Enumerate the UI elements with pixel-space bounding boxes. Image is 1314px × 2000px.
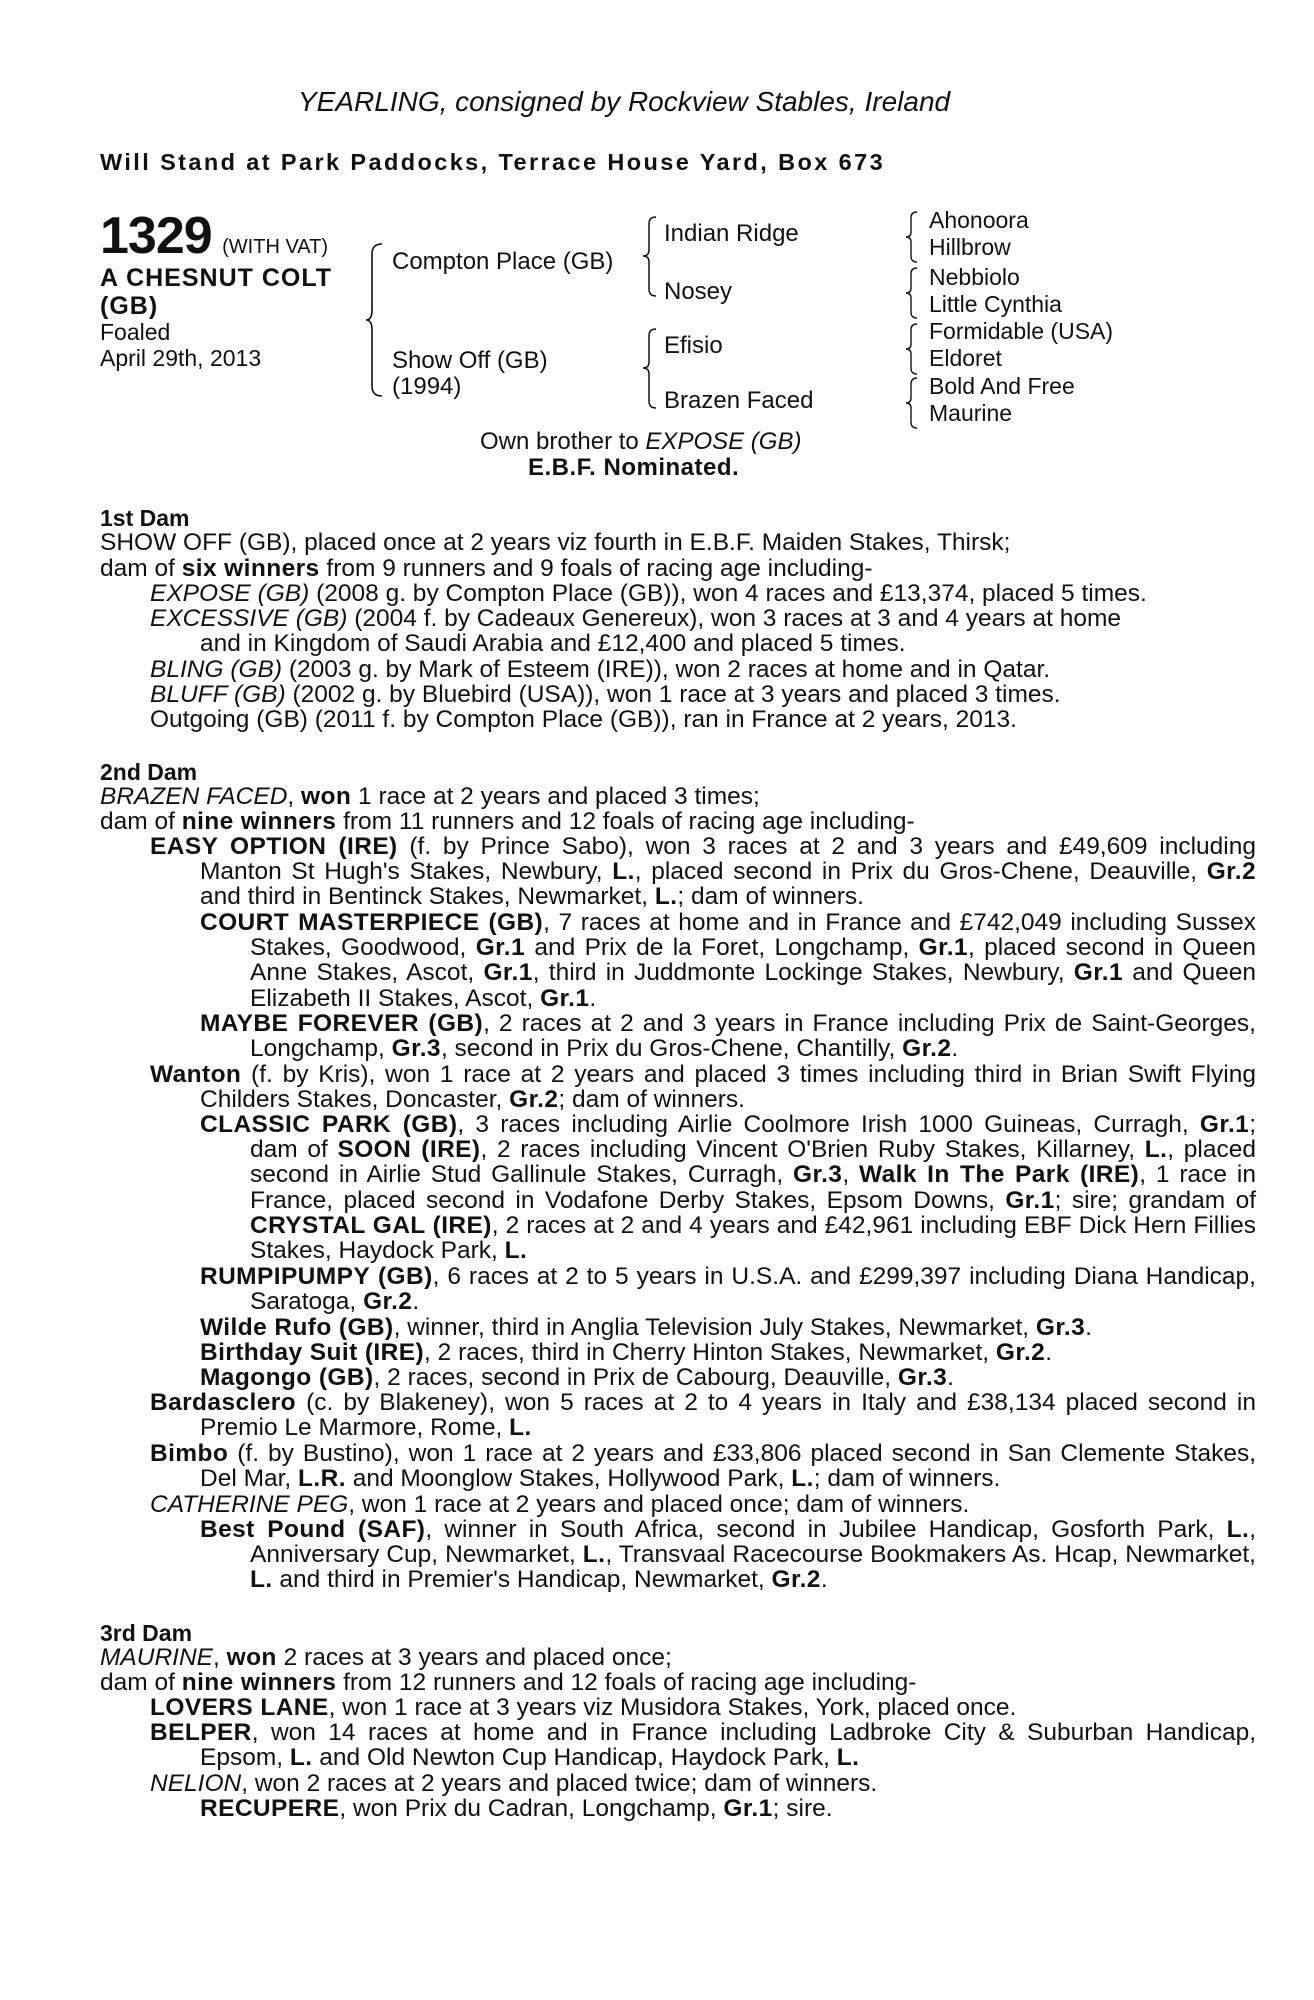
- sire-dam-name: Nosey: [664, 278, 733, 305]
- progeny-text: (2003 g. by Mark of Esteem (IRE)), won 2 races at home and in Qatar.: [282, 656, 1051, 683]
- lot-description-2: (GB): [100, 292, 159, 320]
- text: ; dam of winners.: [677, 883, 864, 911]
- pedigree-brace-g3-2: [903, 266, 921, 320]
- grade: L.: [504, 1237, 528, 1265]
- text: , 2 races at 2 and 3 years in France including Prix de Saint-Georges, Longchamp,: [250, 1010, 1256, 1063]
- entry-maybe-forever: [200, 1011, 1256, 1061]
- grade: Gr.1: [918, 934, 968, 962]
- entry-birthday-suit: [200, 1340, 1052, 1365]
- text: (f. by Bustino), won 1 race at 2 years and £33,806 placed second in San Clemente Stakes, Del Mar,: [200, 1440, 1256, 1493]
- grade: Gr.2: [902, 1035, 952, 1063]
- grade: L.: [582, 1541, 606, 1569]
- progeny-text: (2004 f. by Cadeaux Genereux), won 3 races at 3 and 4 years at home: [347, 605, 1121, 632]
- stand-location: Will Stand at Park Paddocks, Terrace House Yard, Box 673: [100, 149, 886, 175]
- foaled-date: April 29th, 2013: [100, 345, 262, 371]
- second-dam-line-1: [100, 784, 760, 809]
- text: (c. by Blakeney), won 5 races at 2 to 4 years in Italy and £38,134 placed second in Premio Le Marmore, Rome,: [200, 1389, 1256, 1442]
- text: , 3 races including Airlie Coolmore Irish 1000 Guineas, Curragh,: [457, 1111, 1200, 1138]
- text: , 2 races including Vincent O'Brien Ruby Stakes, Killarney,: [480, 1136, 1145, 1164]
- dam-sire-name: Efisio: [664, 332, 723, 359]
- text: , winner in South Africa, second in Jubilee Handicap, Gosforth Park,: [425, 1516, 1227, 1543]
- text: .: [947, 1364, 954, 1391]
- text: ; dam of: [250, 1111, 1256, 1164]
- text: ; dam of winners.: [558, 1086, 745, 1114]
- pedigree-brace-g3-1: [903, 210, 921, 264]
- horse-name: Magongo (GB): [200, 1364, 374, 1391]
- horse-name: Walk In The Park (IRE): [859, 1161, 1140, 1189]
- own-brother-name: EXPOSE (GB): [645, 428, 802, 455]
- pedigree-brace-sire: [640, 214, 662, 300]
- g3-ancestor: Hillbrow: [929, 234, 1011, 260]
- dam-name: MAURINE: [100, 1644, 213, 1671]
- dam-name: Show Off (GB): [392, 347, 548, 374]
- horse-name: CLASSIC PARK (GB): [200, 1111, 458, 1138]
- progeny-excessive-cont: and in Kingdom of Saudi Arabia and £12,400 and placed 5 times.: [200, 630, 906, 657]
- second-dam-heading: 2nd Dam: [100, 759, 198, 785]
- vat-note: (WITH VAT): [222, 236, 329, 258]
- horse-name: MAYBE FOREVER (GB): [200, 1010, 484, 1037]
- g3-ancestor: Bold And Free: [929, 373, 1075, 399]
- third-dam-line-1: [100, 1645, 672, 1670]
- entry-belper: [150, 1720, 1256, 1770]
- horse-name: COURT MASTERPIECE (GB): [200, 909, 544, 936]
- text: , won Prix du Cadran, Longchamp,: [339, 1795, 724, 1822]
- horse-name: BELPER: [150, 1719, 252, 1746]
- first-dam-line-2: [100, 556, 873, 581]
- grade: Gr.3: [391, 1035, 441, 1063]
- grade: Gr.1: [540, 984, 590, 1012]
- progeny-text: (2002 g. by Bluebird (USA)), won 1 race at 3 years and placed 3 times.: [285, 681, 1061, 708]
- text: dam of: [100, 555, 182, 582]
- progeny-name: EXCESSIVE (GB): [150, 605, 348, 632]
- entry-catherine-peg: [150, 1492, 969, 1517]
- dam-dam-name: Brazen Faced: [664, 387, 814, 414]
- text: , second in Prix du Gros-Chene, Chantilly,: [440, 1035, 903, 1063]
- progeny-excessive: [150, 606, 1121, 631]
- grade: Gr.1: [475, 934, 525, 962]
- g3-ancestor: Little Cynthia: [929, 291, 1062, 317]
- text: from 11 runners and 12 foals of racing age including-: [336, 808, 915, 835]
- entry-lovers-lane: [150, 1695, 1016, 1720]
- text: , third in Juddmonte Lockinge Stakes, Newbury,: [532, 959, 1074, 987]
- entry-wilde-rufo: [200, 1315, 1092, 1340]
- text: , 6 races at 2 to 5 years in U.S.A. and £299,397 including Diana Handicap, Saratoga,: [250, 1263, 1256, 1316]
- foaled-label: Foaled: [100, 319, 171, 345]
- grade: Gr.2: [771, 1566, 821, 1594]
- g3-ancestor: Nebbiolo: [929, 264, 1020, 290]
- text: .: [820, 1566, 828, 1594]
- text: (f. by Kris), won 1 race at 2 years and placed 3 times including third in Brian Swift Flying Childers Stakes, Doncaster,: [200, 1061, 1256, 1114]
- text: ,: [842, 1161, 860, 1189]
- progeny-name: BLUFF (GB): [150, 681, 286, 708]
- grade: Gr.1: [723, 1795, 773, 1822]
- own-brother-prefix: Own brother to: [480, 428, 646, 455]
- third-dam-heading: 3rd Dam: [100, 1620, 193, 1646]
- progeny-expose: [150, 581, 1147, 606]
- horse-name: LOVERS LANE: [150, 1694, 329, 1721]
- grade: Gr.1: [1005, 1186, 1055, 1214]
- winners-count: nine winners: [181, 808, 337, 835]
- g3-ancestor: Maurine: [929, 400, 1013, 426]
- text: , Transvaal Racecourse Bookmakers As. Hcap, Newmarket,: [605, 1541, 1256, 1569]
- text: , 2 races at 2 and 4 years and £42,961 including EBF Dick Hern Fillies Stakes, Haydock Park,: [250, 1211, 1256, 1265]
- pedigree-brace-g3-3: [903, 322, 921, 376]
- text: from 12 runners and 12 foals of racing age including-: [336, 1669, 917, 1696]
- pedigree-brace-main: [364, 240, 394, 400]
- grade: Gr.3: [793, 1161, 843, 1189]
- text: .: [951, 1035, 959, 1063]
- horse-name: CATHERINE PEG: [150, 1491, 349, 1518]
- text: , winner, third in Anglia Television July Stakes, Newmarket,: [393, 1314, 1036, 1341]
- text: from 9 runners and 9 foals of racing age including-: [319, 555, 873, 582]
- text: (f. by Prince Sabo), won 3 races at 2 and 3 years and £49,609 including Manton St Hugh's Stakes, Newbury,: [200, 833, 1256, 886]
- progeny-name: EXPOSE (GB): [150, 580, 310, 607]
- horse-name: Bardasclero: [150, 1389, 297, 1416]
- entry-bardasclero: [150, 1390, 1256, 1440]
- text: , won 1 race at 3 years viz Musidora Stakes, York, placed once.: [328, 1694, 1017, 1721]
- grade: Gr.3: [897, 1364, 948, 1391]
- grade: L.: [250, 1566, 273, 1594]
- lot-block: [100, 206, 328, 266]
- text: , Anniversary Cup, Newmarket,: [250, 1516, 1256, 1569]
- entry-recupere: [200, 1796, 833, 1821]
- text: .: [1085, 1314, 1092, 1341]
- horse-name: RECUPERE: [200, 1795, 340, 1822]
- progeny-text: (2008 g. by Compton Place (GB)), won 4 races and £13,374, placed 5 times.: [309, 580, 1147, 607]
- ebf-nominated: E.B.F. Nominated.: [528, 454, 740, 481]
- g3-ancestor: Ahonoora: [929, 207, 1029, 233]
- horse-name: Wilde Rufo (GB): [200, 1314, 394, 1341]
- horse-name: SOON (IRE): [337, 1136, 481, 1164]
- lot-description-1: A CHESNUT COLT: [100, 264, 333, 292]
- winners-count: six winners: [181, 555, 320, 582]
- text: , placed second in Airlie Stud Gallinule Stakes, Curragh,: [250, 1136, 1256, 1189]
- horse-name: NELION: [150, 1770, 242, 1797]
- sire-name: Compton Place (GB): [392, 248, 614, 275]
- grade: L.: [836, 1744, 860, 1772]
- text: , 2 races, second in Prix de Cabourg, Deauville,: [373, 1364, 898, 1391]
- horse-name: EASY OPTION (IRE): [150, 833, 398, 860]
- grade: Gr.1: [483, 959, 533, 987]
- grade: L.: [791, 1465, 814, 1493]
- text: .: [589, 984, 597, 1012]
- text: .: [412, 1288, 420, 1316]
- g3-ancestor: Eldoret: [929, 345, 1002, 371]
- text: dam of: [100, 1669, 182, 1696]
- text: , won 1 race at 2 years and placed once; dam of winners.: [348, 1491, 970, 1518]
- entry-best-pound: [200, 1517, 1256, 1593]
- grade: Gr.3: [1035, 1314, 1086, 1341]
- entry-easy-option: [150, 834, 1256, 910]
- grade: L.R.: [298, 1465, 346, 1493]
- text: ,: [212, 1644, 227, 1671]
- winners-count: nine winners: [181, 1669, 337, 1696]
- horse-name: Best Pound (SAF): [200, 1516, 426, 1543]
- pedigree-brace-dam: [640, 326, 662, 412]
- grade: Gr.2: [995, 1339, 1046, 1366]
- grade: Gr.2: [509, 1086, 559, 1114]
- lot-number: 1329: [100, 207, 212, 265]
- entry-rumpipumpy: [200, 1264, 1256, 1314]
- grade: L.: [654, 883, 678, 911]
- text: , won 2 races at 2 years and placed twice; dam of winners.: [241, 1770, 878, 1797]
- text: , 2 races, third in Cherry Hinton Stakes, Newmarket,: [424, 1339, 996, 1366]
- consignor-line: YEARLING, consigned by Rockview Stables, Ireland: [298, 86, 951, 117]
- text: and third in Premier's Handicap, Newmarket,: [272, 1566, 772, 1594]
- grade: L.: [1144, 1136, 1168, 1164]
- text: , won 14 races at home and in France including Ladbroke City & Suburban Handicap, Epsom,: [200, 1719, 1256, 1772]
- text: , placed second in Queen Anne Stakes, Ascot,: [250, 934, 1256, 987]
- text: , 1 race in France, placed second in Vodafone Derby Stakes, Epsom Downs,: [250, 1161, 1256, 1214]
- pedigree-brace-g3-4: [903, 376, 921, 430]
- horse-name: Birthday Suit (IRE): [200, 1339, 425, 1366]
- progeny-outgoing: Outgoing (GB) (2011 f. by Compton Place (GB)), ran in France at 2 years, 2013.: [150, 706, 1017, 733]
- text: and third in Bentinck Stakes, Newmarket,: [200, 883, 655, 911]
- text: ; dam of winners.: [813, 1465, 1001, 1493]
- text: ,: [287, 783, 302, 810]
- entry-wanton: [150, 1062, 1256, 1112]
- g3-ancestor: Formidable (USA): [929, 318, 1114, 344]
- text: and Old Newton Cup Handicap, Haydock Park,: [312, 1744, 837, 1772]
- text: ; sire; grandam of: [1054, 1186, 1256, 1214]
- horse-name: RUMPIPUMPY (GB): [200, 1263, 433, 1290]
- text: dam of: [100, 808, 182, 835]
- entry-bimbo: [150, 1441, 1256, 1491]
- text: and Moonglow Stakes, Hollywood Park,: [345, 1465, 792, 1493]
- entry-classic-park: [200, 1112, 1256, 1263]
- sire-sire-name: Indian Ridge: [664, 220, 799, 247]
- progeny-name: BLING (GB): [150, 656, 283, 683]
- first-dam-line-1: SHOW OFF (GB), placed once at 2 years viz fourth in E.B.F. Maiden Stakes, Thirsk;: [100, 529, 1011, 556]
- second-dam-line-2: [100, 809, 915, 834]
- text: , 7 races at home and in France and £742,049 including Sussex Stakes, Goodwood,: [250, 909, 1256, 962]
- horse-name: Wanton: [150, 1061, 242, 1088]
- text: 2 races at 3 years and placed once;: [276, 1644, 672, 1671]
- horse-name: CRYSTAL GAL (IRE): [250, 1211, 492, 1239]
- text: .: [1045, 1339, 1052, 1366]
- first-dam-heading: 1st Dam: [100, 505, 190, 531]
- text: ; sire.: [772, 1795, 833, 1822]
- grade: Gr.2: [1206, 858, 1256, 886]
- own-brother-note: [480, 428, 801, 456]
- text: 1 race at 2 years and placed 3 times;: [351, 783, 760, 810]
- grade: L.: [509, 1414, 532, 1442]
- text: and Queen Elizabeth II Stakes, Ascot,: [250, 959, 1257, 1012]
- grade: L.: [1226, 1516, 1250, 1543]
- text: , placed second in Prix du Gros-Chene, Deauville,: [634, 858, 1207, 886]
- text: won: [301, 783, 352, 810]
- entry-court-masterpiece: [200, 910, 1256, 1011]
- grade: Gr.1: [1073, 959, 1124, 987]
- dam-name: BRAZEN FACED: [100, 783, 288, 810]
- grade: L.: [612, 858, 635, 886]
- third-dam-line-2: [100, 1670, 916, 1695]
- entry-magongo: [200, 1365, 954, 1390]
- grade: Gr.1: [1199, 1111, 1250, 1138]
- progeny-bling: [150, 657, 1050, 682]
- progeny-bluff: [150, 682, 1061, 707]
- entry-nelion: [150, 1771, 877, 1796]
- grade: L.: [289, 1744, 313, 1772]
- text: and Prix de la Foret, Longchamp,: [525, 934, 919, 962]
- text: won: [226, 1644, 277, 1671]
- horse-name: Bimbo: [150, 1440, 229, 1467]
- dam-year: (1994): [392, 373, 462, 400]
- grade: Gr.2: [363, 1288, 413, 1316]
